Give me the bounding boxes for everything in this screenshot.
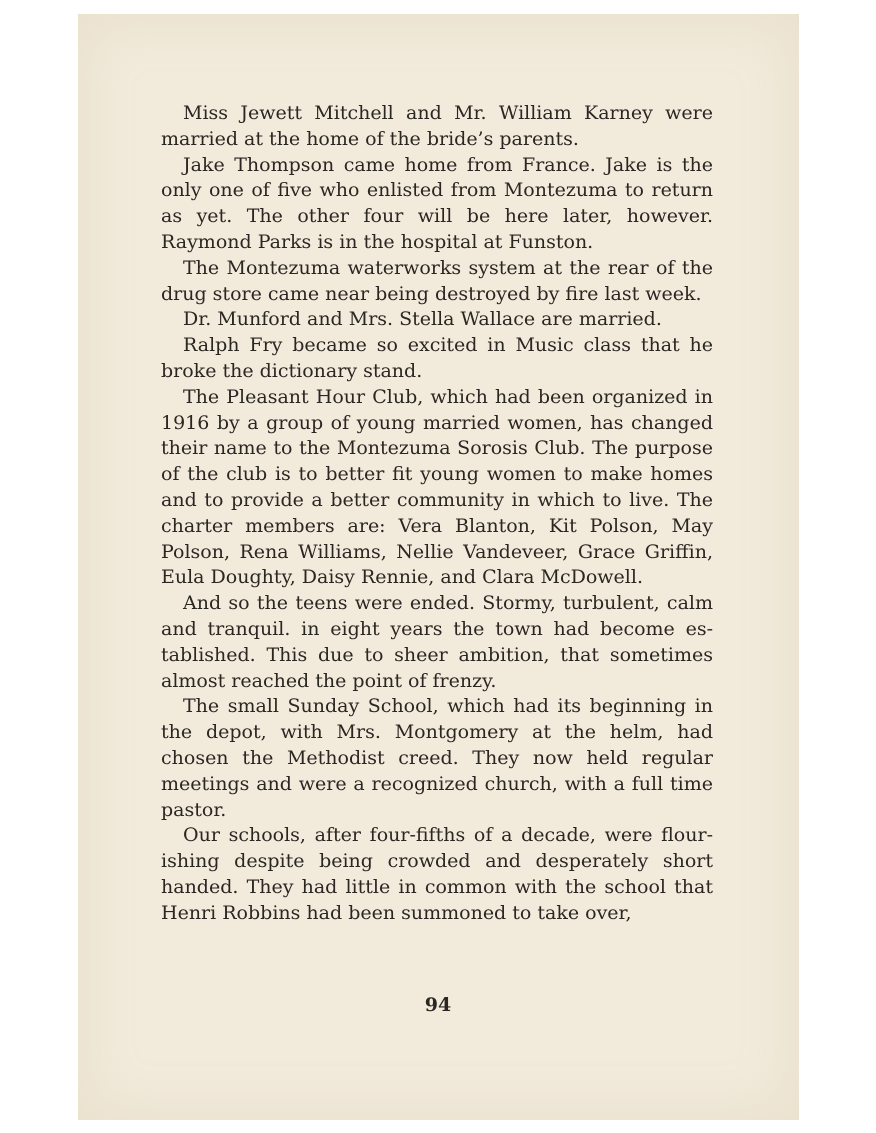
paragraph: The small Sunday School, which had its beginning in the depot, with Mrs. Montgomery at the helm, had chosen the Methodist creed. They now held regular meetings and were a recognized church, with a full time pastor. <box>161 695 713 821</box>
paragraph: And so the teens were ended. Stormy, turbulent, calm and tranquil. in eight years the town had become established. This due to sheer ambition, that sometimes almost reached the point of frenzy. <box>161 592 713 692</box>
paragraph: Ralph Fry became so excited in Music class that he broke the dictionary stand. <box>161 334 713 382</box>
paragraph: The Montezuma waterworks system at the rear of the drug store came near being destroyed by fire last week. <box>161 256 713 305</box>
paragraph: Miss Jewett Mitchell and Mr. William Karney were married at the home of the bride’s parents. <box>161 102 713 150</box>
body-text <box>161 101 713 927</box>
paragraph: Our schools, after four-fifths of a decade, were flourishing despite being crowded and desperately short handed. They had little in common with the school that Henri Robbins had been summoned to take over, <box>161 824 713 924</box>
paragraph: The Pleasant Hour Club, which had been organized in 1916 by a group of young married women, has changed their name to the Montezuma Sorosis Club. The purpose of the club is to better fit young women to make homes and to provide a better community in which to live. The charter members are: Vera Blanton, Kit Polson, May Polson, Rena Williams, Nellie Vandeveer, Grace Griffin, Eula Doughty, Daisy Rennie, and Clara McDowell. <box>161 385 713 589</box>
page-number: 94 <box>424 994 452 1016</box>
paragraph: Jake Thompson came home from France. Jake is the only one of five who enlisted from Montezuma to return as yet. The other four will be here later, however. Raymond Parks is in the hospital at Funston. <box>161 153 713 253</box>
paragraph: Dr. Munford and Mrs. Stella Wallace are married. <box>183 308 662 331</box>
